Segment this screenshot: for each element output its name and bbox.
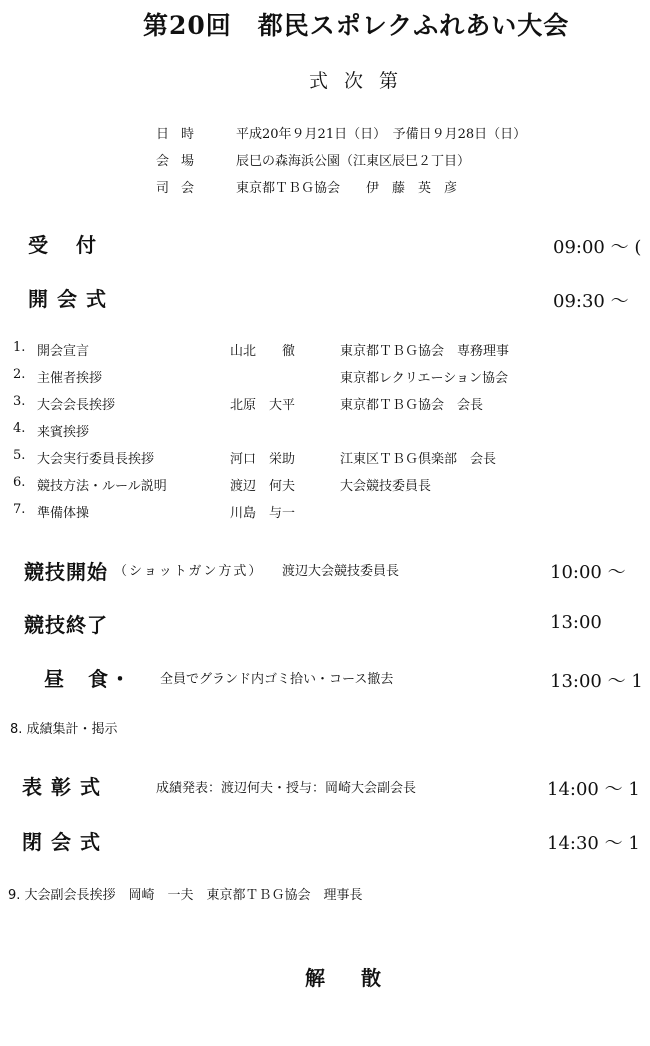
info-label-date: 日時 (156, 127, 207, 142)
item-title: 大会会長挨拶 (37, 398, 116, 413)
reception-time: 09:00 ～ ( (553, 237, 642, 258)
info-label-venue: 会場 (156, 154, 207, 169)
info-value-date: 平成20年９月21日（日） 予備日９月28日（日） (236, 127, 527, 142)
info-label-mc: 司会 (156, 181, 207, 196)
competition-end-heading: 競技終了 (24, 613, 108, 637)
item-role: 大会競技委員長 (340, 479, 432, 494)
item-title: 大会実行委員長挨拶 (37, 452, 155, 467)
dismissal-heading: 解散 (305, 966, 417, 990)
awards-heading: 表彰式 (22, 775, 109, 799)
item-number: 2. (13, 367, 26, 382)
item-person: 渡辺 何夫 (230, 479, 296, 494)
item-number: 6. (13, 475, 26, 490)
page-subtitle: 式次第 (309, 70, 415, 92)
competition-start-heading: 競技開始 (24, 560, 108, 584)
info-value-mc: 東京都ＴＢＧ協会 伊 藤 英 彦 (236, 181, 458, 196)
item-8: 8. 成績集計・掲示 (10, 722, 118, 737)
item-person: 北原 大平 (230, 398, 296, 413)
item-title: 主催者挨拶 (37, 371, 103, 386)
item-number: 4. (13, 421, 26, 436)
awards-note: 成績発表：渡辺何夫・授与：岡崎大会副会長 (156, 781, 417, 796)
opening-time: 09:30 ～ (553, 291, 629, 312)
opening-heading: 開会式 (28, 287, 115, 311)
lunch-note: 全員でグランド内ゴミ拾い・コース撤去 (160, 672, 394, 687)
item-role: 東京都ＴＢＧ協会 会長 (340, 398, 484, 413)
reception-heading: 受付 (28, 233, 124, 257)
item-role: 江東区ＴＢＧ倶楽部 会長 (340, 452, 497, 467)
item-number: 1. (13, 340, 26, 355)
item-person: 山北 徹 (230, 344, 296, 359)
competition-start-time: 10:00 ～ (550, 562, 626, 583)
item-title: 競技方法・ルール説明 (37, 479, 167, 494)
page-title: 第20回 都民スポレクふれあい大会 (143, 11, 570, 40)
item-number: 3. (13, 394, 26, 409)
item-number: 7. (13, 502, 26, 517)
info-value-venue: 辰巳の森海浜公園（江東区辰巳２丁目） (236, 154, 471, 169)
item-person: 川島 与一 (230, 506, 296, 521)
item-9: 9. 大会副会長挨拶 岡崎 一夫 東京都ＴＢＧ協会 理事長 (8, 888, 363, 903)
awards-time: 14:00 ～ 1 (547, 779, 640, 800)
item-person: 河口 栄助 (230, 452, 296, 467)
competition-end-time: 13:00 (550, 612, 602, 633)
lunch-time: 13:00 ～ 1 (550, 671, 643, 692)
competition-method: （ショットガン方式） (114, 564, 264, 579)
item-role: 東京都レクリエーション協会 (340, 371, 508, 386)
lunch-heading: 昼 食・ (44, 667, 132, 691)
item-title: 準備体操 (37, 506, 90, 521)
competition-start-note: 渡辺大会競技委員長 (282, 564, 400, 579)
item-role: 東京都ＴＢＧ協会 専務理事 (340, 344, 510, 359)
item-title: 開会宣言 (37, 344, 90, 359)
closing-heading: 閉会式 (22, 830, 109, 854)
closing-time: 14:30 ～ 1 (547, 833, 640, 854)
item-number: 5. (13, 448, 26, 463)
item-title: 来賓挨拶 (37, 425, 90, 440)
